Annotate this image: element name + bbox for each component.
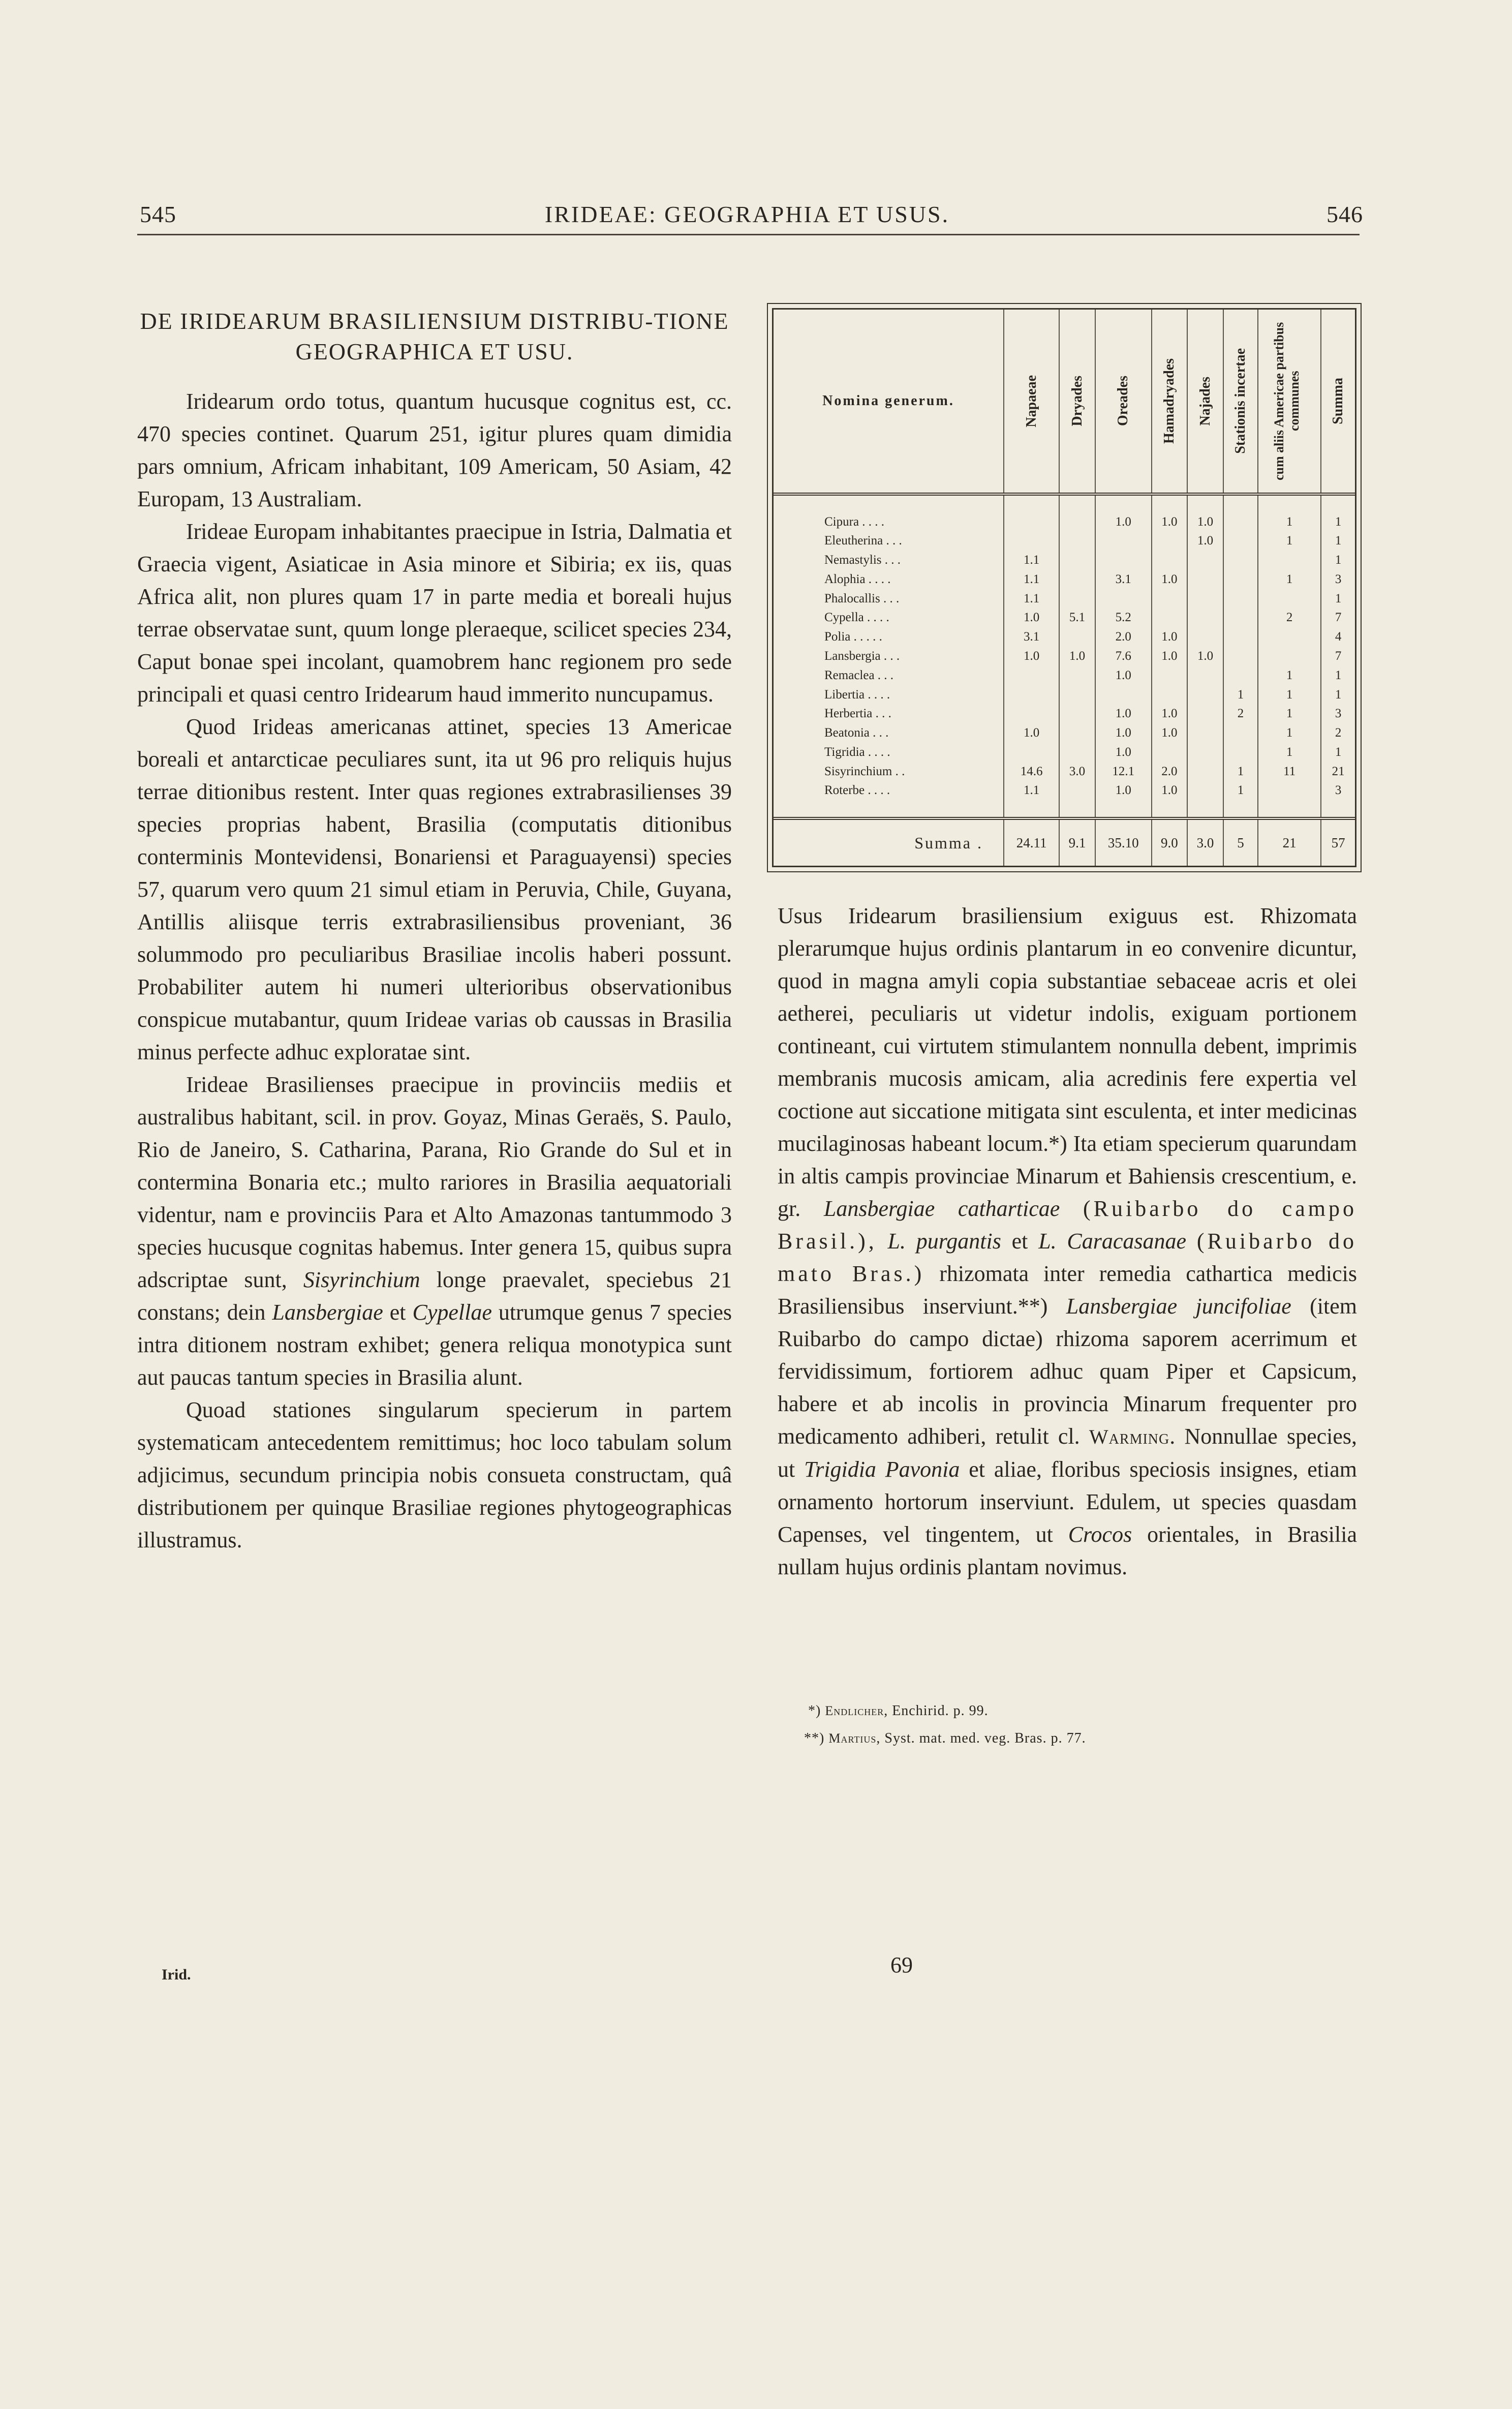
table-row (774, 589, 1355, 608)
value-cell: 21 (1332, 764, 1345, 778)
value-cell: 1.0 (1152, 512, 1188, 532)
value-cell (1059, 704, 1095, 723)
value-cell (1258, 781, 1321, 801)
value-cell (1258, 647, 1321, 666)
value-cell: 1 (1335, 687, 1342, 702)
value-cell: 1.0 (1095, 723, 1152, 743)
value-cell (1223, 531, 1258, 551)
value-cell (1059, 781, 1095, 801)
value-cell: 1 (1258, 512, 1321, 532)
value-cell (1152, 608, 1188, 628)
value-cell: 3.1 (1004, 627, 1059, 647)
sum-cell: 21 (1258, 818, 1321, 866)
value-cell (1059, 531, 1095, 551)
value-cell (1187, 685, 1223, 705)
genus-cell: Herbertia . . . (774, 704, 1004, 723)
paragraph: Iridearum ordo totus, quantum hucusque cognitus est, cc. 470 species continet. Quarum 251, igitur plures quam dimidia pars omnium, Africam inhabitant, 109 Americam, 50 Asiam, 42 Europam, 13 Australiam. (137, 389, 732, 511)
sum-cell: 9.0 (1152, 818, 1188, 866)
value-cell (1187, 551, 1223, 570)
sum-cell: 5 (1223, 818, 1258, 866)
value-cell: 2 (1258, 608, 1321, 628)
value-cell: 1.1 (1004, 551, 1059, 570)
value-cell (1187, 666, 1223, 685)
value-cell: 1.0 (1187, 531, 1223, 551)
table-row (774, 743, 1355, 762)
value-cell: 1 (1258, 531, 1321, 551)
genus-cell: Cipura . . . . (774, 512, 1004, 532)
value-cell: 1.0 (1004, 608, 1059, 628)
value-cell: 1 (1258, 704, 1321, 723)
value-cell (1223, 743, 1258, 762)
genus-cell: Phalocallis . . . (774, 589, 1004, 608)
value-cell (1223, 589, 1258, 608)
table-row (774, 723, 1355, 743)
value-cell: 1.0 (1152, 723, 1188, 743)
value-cell: 1 (1335, 514, 1342, 529)
paragraph: Irideae Brasilienses praecipue in provinciis mediis et australibus habitant, scil. in prov. Goyaz, Minas Geraës, S. Paulo, Rio de Janeiro, S. Catharina, Parana, Rio Grande do Sul et in contermina Bonaria etc.; multo rariores in Brasilia aequatoriali videntur, nam e provinciis Para et Alto Amazonas tantummodo 3 species hucusque cognitas habemus. Inter genera 15, quibus supra adscriptae sunt, Sisyrinchium longe praevalet, speciebus 21 constans; dein Lansbergiae et Cypellae utrumque genus 7 species intra ditionem nostram exhibet; genera reliqua monotypica sunt aut paucas tantum species in Brasilia alunt. (137, 1072, 732, 1390)
footnote-1: *) Endlicher, Enchirid. p. 99. (808, 1703, 989, 1719)
value-cell: 11 (1258, 762, 1321, 781)
value-cell (1152, 551, 1188, 570)
value-cell (1152, 666, 1188, 685)
value-cell (1223, 723, 1258, 743)
paragraph: Quod Irideas americanas attinet, species 13 Americae boreali et antarcticae peculiares sunt, ita ut 96 pro reliquis hujus terrae ditionibus restent. Inter quas regiones extrabrasilienses 39 species proprias habent, Brasilia (computatis ditionibus conterminis Montevidensi, Bonariensi et Paraguayensi) species 57, quarum vero quum 21 simul etiam in Peruvia, Chile, Guyana, Antillis aliisque terris extrabrasiliensibus proveniant, 36 solummodo pro peculiaribus Brasiliae incolis haberi possunt. Probabiliter autem hi numeri ulterioribus observationibus conspicue mutabantur, quum Irideae varias ob caussas in Brasilia minus perfecte adhuc exploratae sint. (137, 714, 732, 1064)
genus-cell: Eleutherina . . . (774, 531, 1004, 551)
running-title: IRIDEAE: GEOGRAPHIA ET USUS. (544, 201, 950, 227)
value-cell (1059, 723, 1095, 743)
sum-cell: 35.10 (1095, 818, 1152, 866)
table-header-name: Nomina generum. (774, 310, 1004, 494)
value-cell: 1.0 (1004, 647, 1059, 666)
value-cell: 1 (1335, 668, 1342, 682)
value-cell (1187, 608, 1223, 628)
value-cell (1004, 531, 1059, 551)
value-cell (1223, 608, 1258, 628)
value-cell: 1.0 (1152, 647, 1188, 666)
species-name: L. Caracasanae (1038, 1229, 1187, 1254)
distribution-table (772, 308, 1356, 867)
value-cell: 14.6 (1004, 762, 1059, 781)
table-col-header: Dryades (1059, 310, 1095, 494)
genus-cell: Roterbe . . . . (774, 781, 1004, 801)
value-cell: 1.0 (1187, 512, 1223, 532)
genus-name: Cypellae (412, 1300, 492, 1325)
printer-signature: Irid. (162, 1966, 191, 1983)
value-cell (1187, 762, 1223, 781)
paragraph: Irideae Europam inhabitantes praecipue in Istria, Dalmatia et Graecia vigent, Asiaticae in Asia minore et Sibiria; ex iis, quas Africa alit, non plures quam 17 in parte media et boreali hujus terrae observatae sunt, quum longe pleraeque, scilicet species 234, Caput bonae spei incolant, quamobrem hanc regionem pro sede principali et quasi centro Iridearum haud immerito nuncupamus. (137, 519, 732, 707)
value-cell (1187, 781, 1223, 801)
value-cell: 7 (1335, 611, 1342, 625)
value-cell: 2.0 (1095, 627, 1152, 647)
value-cell (1004, 743, 1059, 762)
value-cell: 1 (1223, 762, 1258, 781)
value-cell: 7.6 (1095, 647, 1152, 666)
table-col-header: cum aliis Americae partibus communes (1258, 310, 1321, 494)
table-row (774, 551, 1355, 570)
value-cell: 1.0 (1152, 704, 1188, 723)
value-cell (1095, 551, 1152, 570)
value-cell (1059, 589, 1095, 608)
genus-cell: Nemastylis . . . (774, 551, 1004, 570)
value-cell (1258, 627, 1321, 647)
value-cell (1187, 704, 1223, 723)
genus-cell: Beatonia . . . (774, 723, 1004, 743)
table-spacer-row (774, 494, 1355, 512)
value-cell (1223, 627, 1258, 647)
table-row (774, 666, 1355, 685)
genus-cell: Cypella . . . . (774, 608, 1004, 628)
value-cell (1223, 551, 1258, 570)
value-cell (1059, 512, 1095, 532)
paragraph: Quoad stationes singularum specierum in partem systematicam antecedentem remittimus; hoc loco tabulam solum adjicimus, secundum principia nobis consueta constructam, quâ distributionem per quinque Brasiliae regiones phytogeographicas illustramus. (137, 1397, 732, 1552)
value-cell (1004, 685, 1059, 705)
value-cell (1223, 666, 1258, 685)
value-cell: 1.0 (1095, 743, 1152, 762)
species-name: Trigidia Pavonia (804, 1457, 960, 1482)
value-cell: 3.0 (1059, 762, 1095, 781)
table-row (774, 608, 1355, 628)
table-row (774, 762, 1355, 781)
sum-cell: 9.1 (1059, 818, 1095, 866)
value-cell: 1 (1335, 553, 1342, 567)
page-number-right: 546 (1326, 201, 1363, 227)
value-cell: 1.0 (1152, 570, 1188, 589)
left-column (137, 306, 732, 1557)
value-cell: 12.1 (1095, 762, 1152, 781)
value-cell (1258, 551, 1321, 570)
value-cell: 1 (1223, 685, 1258, 705)
value-cell (1187, 743, 1223, 762)
value-cell: 2 (1223, 704, 1258, 723)
genus-cell: Remaclea . . . (774, 666, 1004, 685)
value-cell: 3 (1335, 572, 1342, 586)
value-cell: 2 (1335, 726, 1342, 740)
table-spacer-row (774, 800, 1355, 818)
table-row (774, 531, 1355, 551)
value-cell: 1.0 (1095, 512, 1152, 532)
value-cell: 1 (1258, 723, 1321, 743)
value-cell (1059, 666, 1095, 685)
value-cell (1223, 647, 1258, 666)
value-cell (1187, 627, 1223, 647)
value-cell: 1.0 (1095, 704, 1152, 723)
genus-cell: Lansbergia . . . (774, 647, 1004, 666)
value-cell (1004, 666, 1059, 685)
value-cell: 1.0 (1187, 647, 1223, 666)
value-cell: 1.0 (1095, 666, 1152, 685)
table-row (774, 570, 1355, 589)
species-name: L. purgantis (887, 1229, 1001, 1254)
header-rule (137, 234, 1360, 235)
genus-cell: Polia . . . . . (774, 627, 1004, 647)
value-cell (1223, 512, 1258, 532)
genus-name: Sisyrinchium (303, 1267, 420, 1292)
value-cell (1152, 685, 1188, 705)
value-cell (1223, 570, 1258, 589)
value-cell (1187, 570, 1223, 589)
sum-cell: 24.11 (1004, 818, 1059, 866)
value-cell: 1 (1258, 685, 1321, 705)
value-cell (1187, 723, 1223, 743)
value-cell (1152, 531, 1188, 551)
value-cell (1095, 685, 1152, 705)
value-cell: 1 (1258, 666, 1321, 685)
sum-cell: 3.0 (1187, 818, 1223, 866)
table-sum-row (774, 818, 1355, 866)
value-cell: 1.1 (1004, 589, 1059, 608)
value-cell: 2.0 (1152, 762, 1188, 781)
value-cell (1059, 570, 1095, 589)
sum-cell: 57 (1321, 818, 1355, 866)
table-col-header: Napaeae (1004, 310, 1059, 494)
genus-cell: Alophia . . . . (774, 570, 1004, 589)
species-name: Lansbergiae juncifoliae (1066, 1294, 1291, 1319)
value-cell: 3 (1335, 707, 1342, 721)
genus-cell: Tigridia . . . . (774, 743, 1004, 762)
value-cell: 1 (1223, 781, 1258, 801)
table-col-header: Hamadryades (1152, 310, 1188, 494)
table-col-header: Stationis incertae (1223, 310, 1258, 494)
value-cell (1004, 512, 1059, 532)
value-cell (1152, 743, 1188, 762)
value-cell: 1 (1335, 591, 1342, 605)
value-cell: 5.1 (1059, 608, 1095, 628)
value-cell (1258, 589, 1321, 608)
page-number-left: 545 (140, 201, 176, 227)
footnote-2: **) Martius, Syst. mat. med. veg. Bras. p. 77. (804, 1730, 1086, 1746)
value-cell (1187, 589, 1223, 608)
table-row (774, 781, 1355, 801)
table-col-header: Najades (1187, 310, 1223, 494)
value-cell (1059, 685, 1095, 705)
species-name: Lansbergiae catharticae (823, 1196, 1060, 1221)
value-cell (1059, 627, 1095, 647)
right-column (778, 900, 1357, 1583)
sum-label: Summa . (774, 818, 1004, 866)
value-cell: 5.2 (1095, 608, 1152, 628)
author-name: Warming (1089, 1425, 1170, 1448)
table-row (774, 647, 1355, 666)
table-row (774, 685, 1355, 705)
table-col-header: Summa (1321, 310, 1355, 494)
value-cell (1059, 551, 1095, 570)
value-cell: 3.1 (1095, 570, 1152, 589)
value-cell: 1 (1258, 743, 1321, 762)
value-cell: 3 (1335, 783, 1342, 798)
section-title: DE IRIDEARUM BRASILIENSIUM DISTRIBU-TIONE GEOGRAPHICA ET USU. (140, 308, 729, 364)
value-cell: 1 (1335, 745, 1342, 759)
value-cell: 1.0 (1152, 627, 1188, 647)
genus-name: Crocos (1068, 1522, 1132, 1547)
value-cell (1059, 743, 1095, 762)
value-cell: 1.1 (1004, 781, 1059, 801)
value-cell (1095, 531, 1152, 551)
value-cell: 1.0 (1152, 781, 1188, 801)
table-row (774, 627, 1355, 647)
value-cell (1152, 589, 1188, 608)
table-col-header: Oreades (1095, 310, 1152, 494)
genus-cell: Sisyrinchium . . (774, 762, 1004, 781)
value-cell: 7 (1335, 649, 1342, 663)
value-cell: 1 (1258, 570, 1321, 589)
genus-cell: Libertia . . . . (774, 685, 1004, 705)
value-cell: 1 (1335, 534, 1342, 548)
value-cell: 1.0 (1004, 723, 1059, 743)
value-cell: 1.0 (1059, 647, 1095, 666)
table-row (774, 512, 1355, 532)
value-cell (1004, 704, 1059, 723)
value-cell (1095, 589, 1152, 608)
sheet-number: 69 (890, 1953, 913, 1977)
genus-name: Lansbergiae (272, 1300, 383, 1325)
value-cell: 1.1 (1004, 570, 1059, 589)
paragraph: Usus Iridearum brasiliensium exiguus est. Rhizomata plerarumque hujus ordinis plantarum in eo convenire dicuntur, quod in magna amyli copia substantiae sebaceae acris et olei aetherei, peculiaris ut videtur indolis, exiguam portionem contineant, cui virtutem stimulantem nonnulla debent, imprimis membranis mucosis amicam, alia acredinis fere expertia vel coctione aut siccatione mitigata sint esculenta, et inter medicinas mucilaginosas habeant locum.*) Ita etiam specierum quarundam in altis campis provinciae Minarum et Bahiensis crescentium, e. gr. Lansbergiae catharticae (Ruibarbo do campo Brasil.), L. purgantis et L. Caracasanae (Ruibarbo do mato Bras.) rhizomata inter remedia cathartica medicis Brasiliensibus inserviunt.**) Lansbergiae juncifoliae (item Ruibarbo do campo dictae) rhizoma saporem acerrimum et fervidissimum, fortiorem adhuc quam Piper et Capsicum, habere et ab incolis in provincia Minarum frequenter pro medicamento adhiberi, retulit cl. Warming. Nonnullae species, ut Trigidia Pavonia et aliae, floribus speciosis insignes, etiam ornamento hortorum inserviunt. Edulem, ut species quasdam Capenses, vel tingentem, ut Crocos orientales, in Brasilia nullam hujus ordinis plantam novimus. (778, 903, 1357, 1579)
table-row (774, 704, 1355, 723)
value-cell: 4 (1335, 630, 1342, 644)
value-cell: 1.0 (1095, 781, 1152, 801)
